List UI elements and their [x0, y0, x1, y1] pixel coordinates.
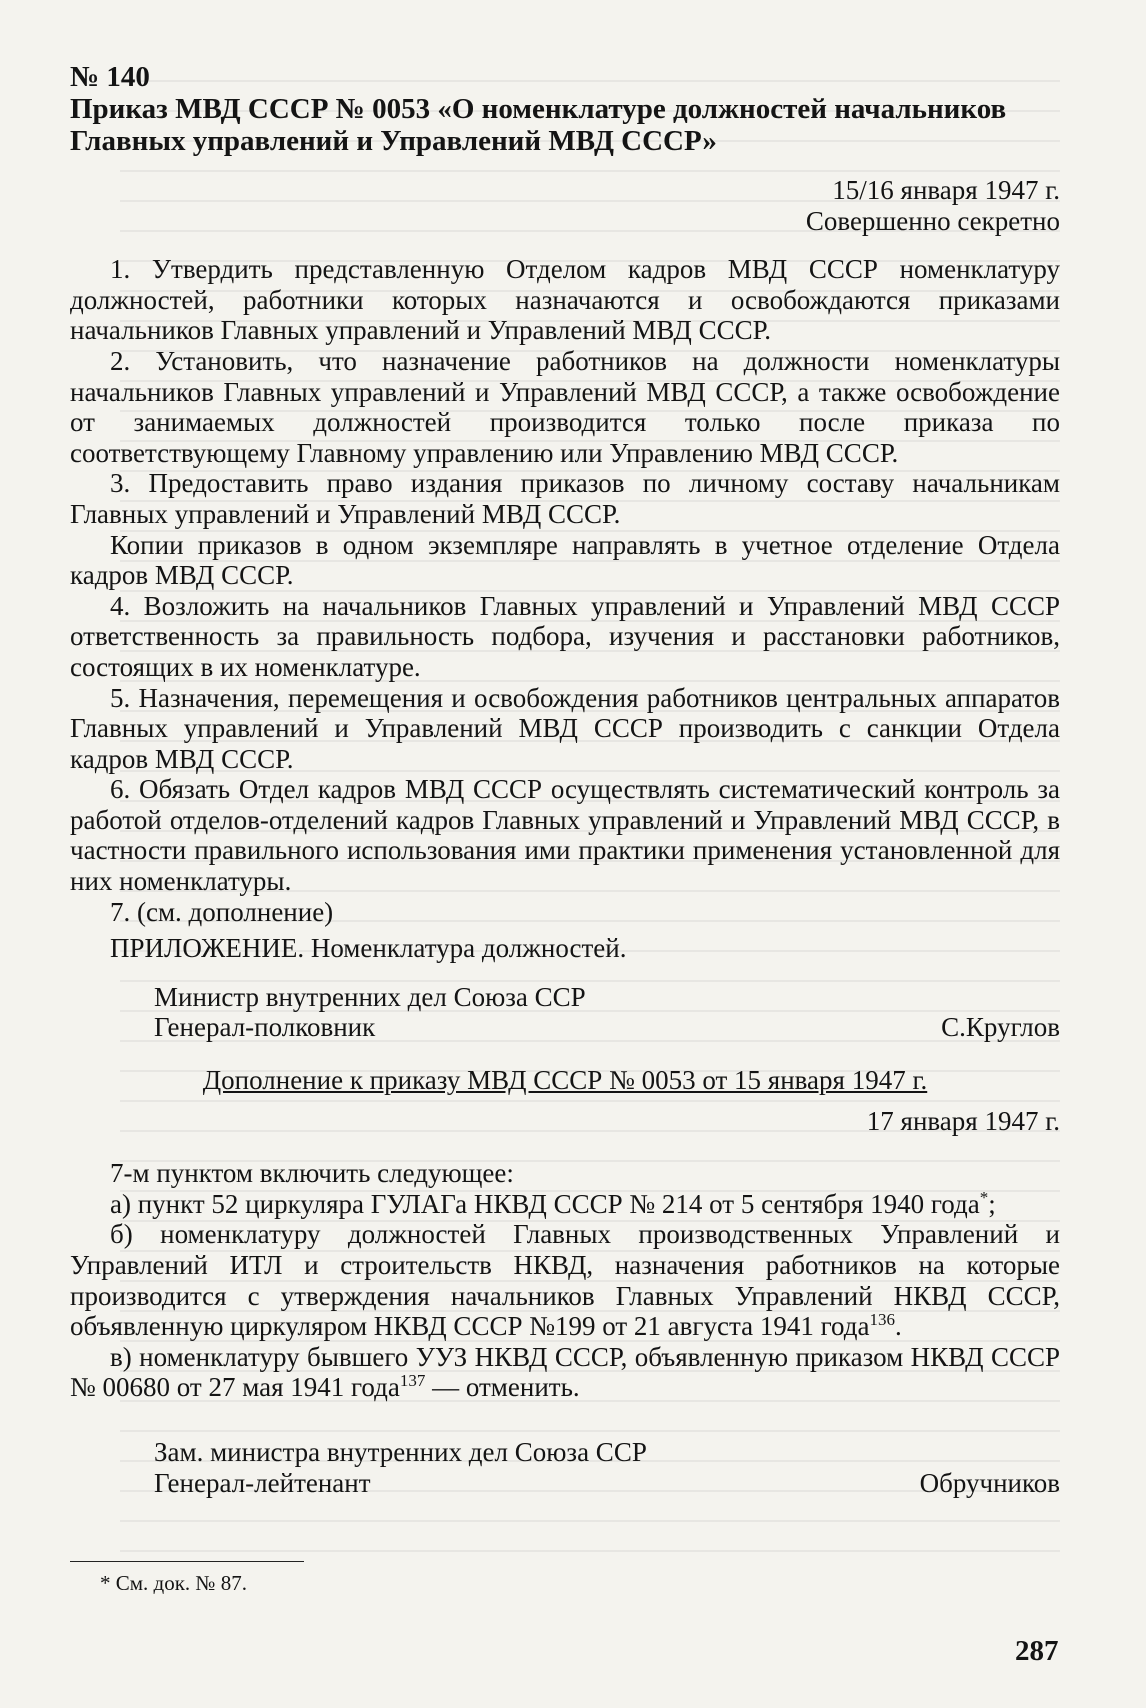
signature-block-1	[70, 982, 1060, 1043]
footnote-divider	[70, 1561, 304, 1562]
paragraph-6: 6. Обязать Отдел кадров МВД СССР осуществлять систематический контроль за работой отделов-отделений кадров Главных управлений и Управлений МВД СССР, в частности правильного использования ими практики применения установленной для них номенклатуры.	[70, 774, 1060, 897]
signer-rank-2: Генерал-лейтенант	[154, 1467, 371, 1498]
paragraph-4: 4. Возложить на начальников Главных управлений и Управлений МВД СССР ответственность за правильность подбора, изучения и расстановки работников, состоящих в их номенклатуре.	[70, 590, 1060, 682]
paragraph-5: 5. Назначения, перемещения и освобождения работников центральных аппаратов Главных управлений и Управлений МВД СССР производить с санкции Отдела кадров МВД СССР.	[70, 682, 1060, 774]
signer-name-2: Обручников	[919, 1467, 1060, 1498]
addendum-title: Дополнение к приказу МВД СССР № 0053 от 15 января 1947 г.	[202, 1065, 928, 1096]
paragraph-7: 7. (см. дополнение)	[110, 896, 334, 927]
appendix-line: ПРИЛОЖЕНИЕ. Номенклатура должностей.	[110, 933, 627, 964]
signature-block-2	[70, 1437, 1060, 1498]
document-page	[70, 62, 1060, 1498]
paragraph-copies: Копии приказов в одном экземпляре направлять в учетное отделение Отдела кадров МВД СССР.	[70, 529, 1060, 591]
page-number: 287	[1015, 1635, 1059, 1667]
signer-name: С.Круглов	[941, 1012, 1060, 1043]
addendum-item-c: в) номенклатуру бывшего УУЗ НКВД СССР, объявленную приказом НКВД СССР № 00680 от 27 мая 1941 года$^{137}$ — отменить.	[70, 1341, 1060, 1403]
footnote-mark: *	[979, 1187, 989, 1207]
signer-position-2: Зам. министра внутренних дел Союза ССР	[154, 1436, 647, 1467]
signer-rank: Генерал-полковник	[154, 1012, 376, 1043]
paragraph-2: 2. Установить, что назначение работников на должности номенклатуры начальников Главных управлений и Управлений МВД СССР, а также освобождение от занимаемых должностей производится только после приказа по соответствующему Главному управлению или Управлению МВД СССР.	[70, 345, 1060, 468]
signer-position: Министр внутренних дел Союза ССР	[154, 981, 586, 1012]
document-number: № 140	[70, 61, 150, 93]
addendum-item-a: а) пункт 52 циркуляра ГУЛАГа НКВД СССР № 214 от 5 сентября 1940 года*;	[110, 1187, 996, 1219]
endnote-136: 136	[869, 1310, 895, 1330]
document-date: 15/16 января 1947 г.	[832, 175, 1060, 205]
addendum-item-b: б) номенклатуру должностей Главных производственных Управлений и Управлений ИТЛ и строительств НКВД, назначения работников на которые производится с утверждения начальников Главных Управлений НКВД СССР, объявленную циркуляром НКВД СССР №199 от 21 августа 1941 года$^{136}$.	[70, 1219, 1060, 1342]
addendum-date: 17 января 1947 г.	[866, 1105, 1060, 1136]
classification-label: Совершенно секретно	[805, 205, 1060, 236]
document-title: Приказ МВД СССР № 0053 «О номенклатуре должностей начальников Главных управлений и Управлений МВД СССР»	[70, 93, 1007, 157]
paragraph-3: 3. Предоставить право издания приказов по личному составу начальникам Главных управлений и Управлений МВД СССР.	[70, 468, 1060, 529]
footnote: * См. док. № 87.	[100, 1571, 247, 1595]
addendum-body	[70, 1158, 1060, 1403]
addendum-intro: 7-м пунктом включить следующее:	[110, 1158, 514, 1189]
endnote-137: 137	[399, 1371, 426, 1391]
paragraph-1: 1. Утвердить представленную Отделом кадров МВД СССР номенклатуру должностей, работники которых назначаются и освобождаются приказами начальников Главных управлений и Управлений МВД СССР.	[70, 254, 1060, 346]
